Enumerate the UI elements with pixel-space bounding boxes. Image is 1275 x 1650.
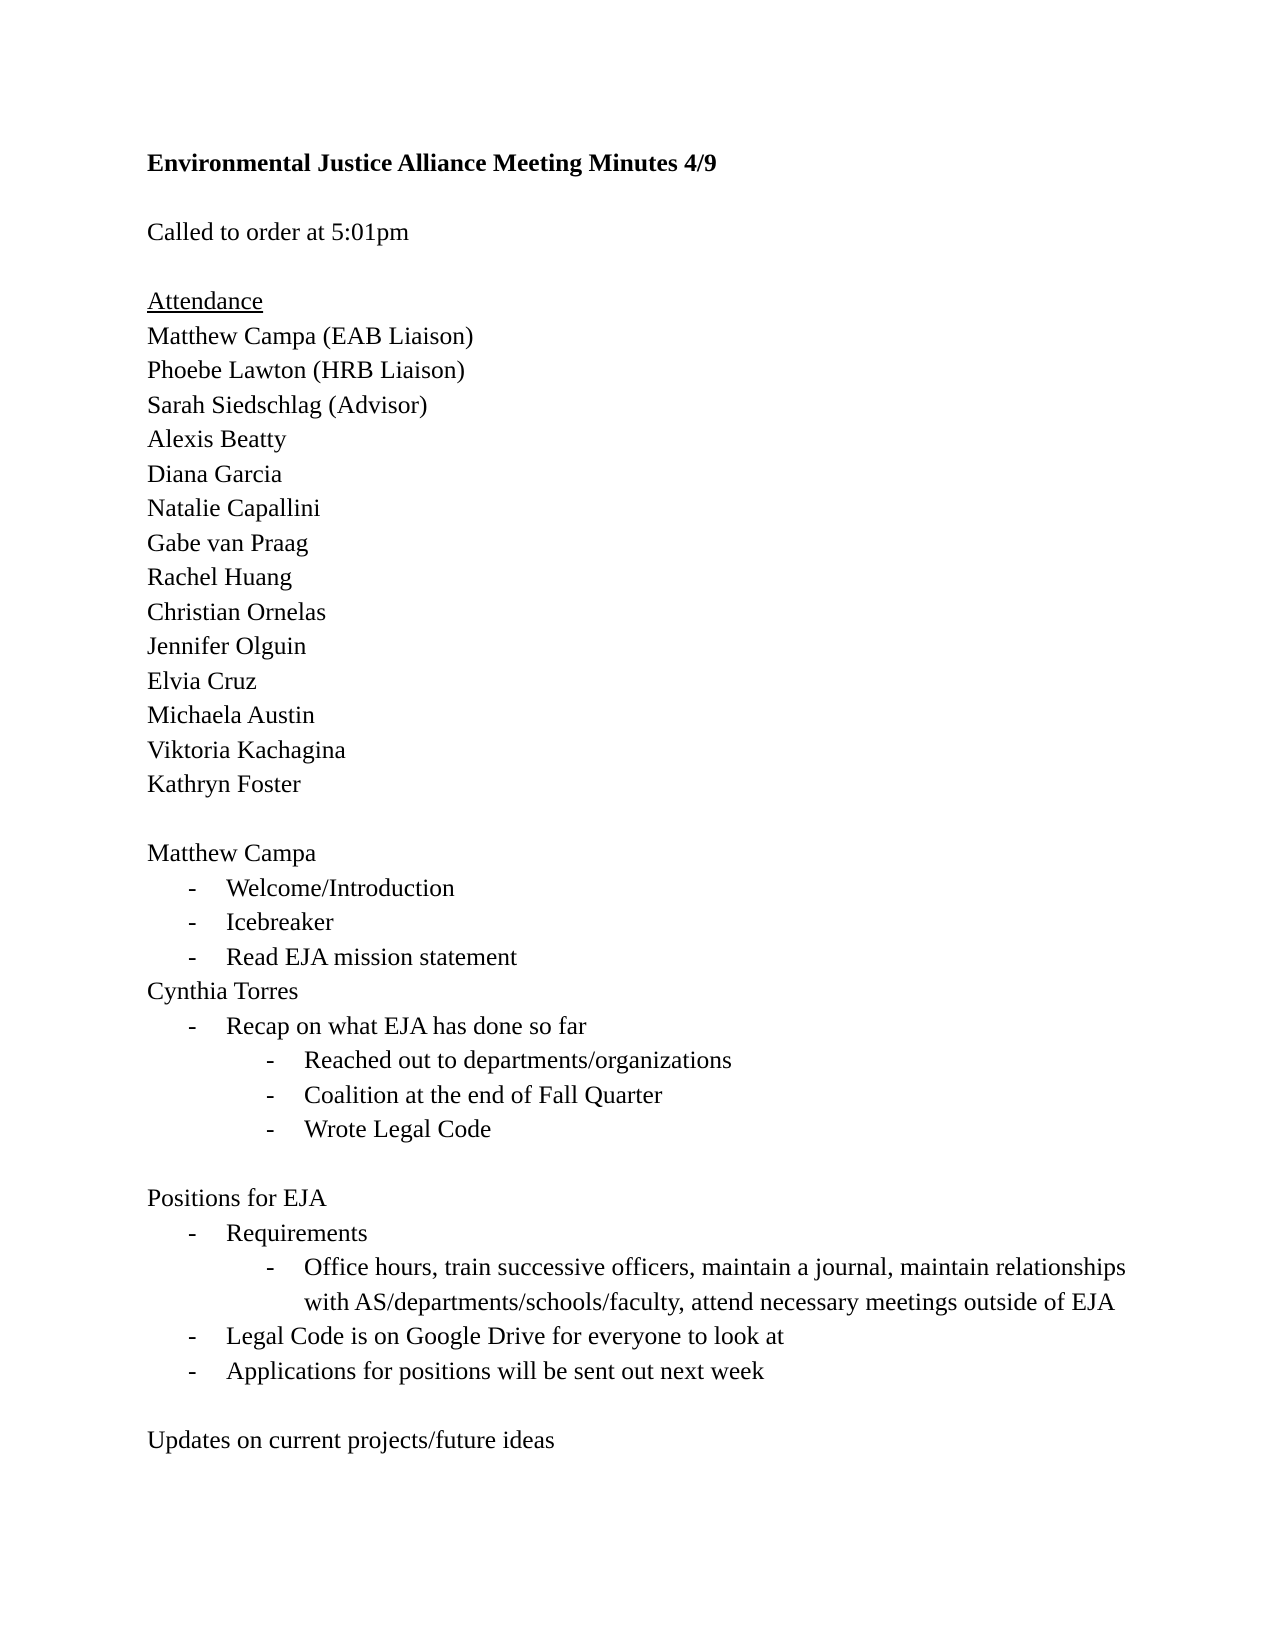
bullet-dash: - <box>188 907 197 936</box>
bullet-dash: - <box>188 1355 197 1385</box>
attendee-name: Diana Garcia <box>147 458 283 488</box>
bullet-dash: - <box>266 1252 275 1281</box>
list-item <box>147 871 1128 906</box>
list-item <box>147 1216 1128 1251</box>
called-to-order-line: Called to order at 5:01pm <box>147 217 410 246</box>
attendance-heading-text: Attendance <box>147 286 264 315</box>
bullet-dash: - <box>188 872 197 902</box>
bullet-dash: - <box>266 1114 275 1143</box>
list-item <box>147 905 1128 940</box>
list-item-text: Reached out to departments/organizations <box>304 1045 732 1074</box>
blank-line <box>147 181 1128 216</box>
blank-line <box>147 250 1128 285</box>
list-item <box>147 1354 1128 1389</box>
blank-line <box>147 802 1128 837</box>
attendee-name: Natalie Capallini <box>147 493 321 522</box>
section-heading-positions: Positions for EJA <box>147 1183 327 1212</box>
attendee-name: Viktoria Kachagina <box>147 734 346 764</box>
list-subitem <box>147 1078 1128 1113</box>
bullet-dash: - <box>188 1217 197 1247</box>
attendance-heading <box>147 284 1128 319</box>
attendee-name: Elvia Cruz <box>147 665 257 695</box>
list-subitem <box>147 1043 1128 1078</box>
list-item-text: Legal Code is on Google Drive for everyone to look at <box>226 1321 785 1350</box>
section-heading-matthew-campa: Matthew Campa <box>147 838 317 867</box>
attendee-name: Gabe van Praag <box>147 527 309 557</box>
list-item-text: Coalition at the end of Fall Quarter <box>304 1079 663 1109</box>
attendee-name: Michaela Austin <box>147 700 315 729</box>
attendee-name: Phoebe Lawton (HRB Liaison) <box>147 355 465 384</box>
attendee-name: Matthew Campa (EAB Liaison) <box>147 320 474 350</box>
list-item-text: Recap on what EJA has done so far <box>226 1010 587 1040</box>
attendee-name: Jennifer Olguin <box>147 631 307 660</box>
list-item <box>147 1009 1128 1044</box>
bullet-dash: - <box>266 1045 275 1074</box>
attendee-name: Sarah Siedschlag (Advisor) <box>147 389 428 419</box>
list-subitem <box>147 1250 1128 1319</box>
list-item <box>147 1319 1128 1354</box>
attendee-name: Christian Ornelas <box>147 596 327 626</box>
attendee-name: Kathryn Foster <box>147 769 301 798</box>
list-item-text: Wrote Legal Code <box>304 1114 492 1143</box>
section-heading-cynthia-torres: Cynthia Torres <box>147 976 299 1005</box>
blank-line <box>147 1147 1128 1182</box>
list-subitem <box>147 1112 1128 1147</box>
bullet-dash: - <box>188 1010 197 1040</box>
attendee-name: Rachel Huang <box>147 562 293 591</box>
list-item-text: Icebreaker <box>226 907 334 936</box>
bullet-dash: - <box>266 1079 275 1109</box>
document-title: Environmental Justice Alliance Meeting Minutes 4/9 <box>147 148 717 177</box>
list-item-text: Office hours, train successive officers, maintain a journal, maintain relationships with AS/departments/schools/faculty, attend necessary meetings outside of EJA <box>304 1252 1126 1316</box>
bullet-dash: - <box>188 1321 197 1350</box>
list-item-text: Welcome/Introduction <box>226 872 455 902</box>
list-item-text: Requirements <box>226 1217 368 1247</box>
list-item <box>147 940 1128 975</box>
section-heading-updates: Updates on current projects/future ideas <box>147 1424 555 1454</box>
blank-line <box>147 1388 1128 1423</box>
bullet-dash: - <box>188 941 197 971</box>
list-item-text: Read EJA mission statement <box>226 941 518 971</box>
attendee-name: Alexis Beatty <box>147 424 287 453</box>
list-item-text: Applications for positions will be sent out next week <box>226 1355 765 1385</box>
